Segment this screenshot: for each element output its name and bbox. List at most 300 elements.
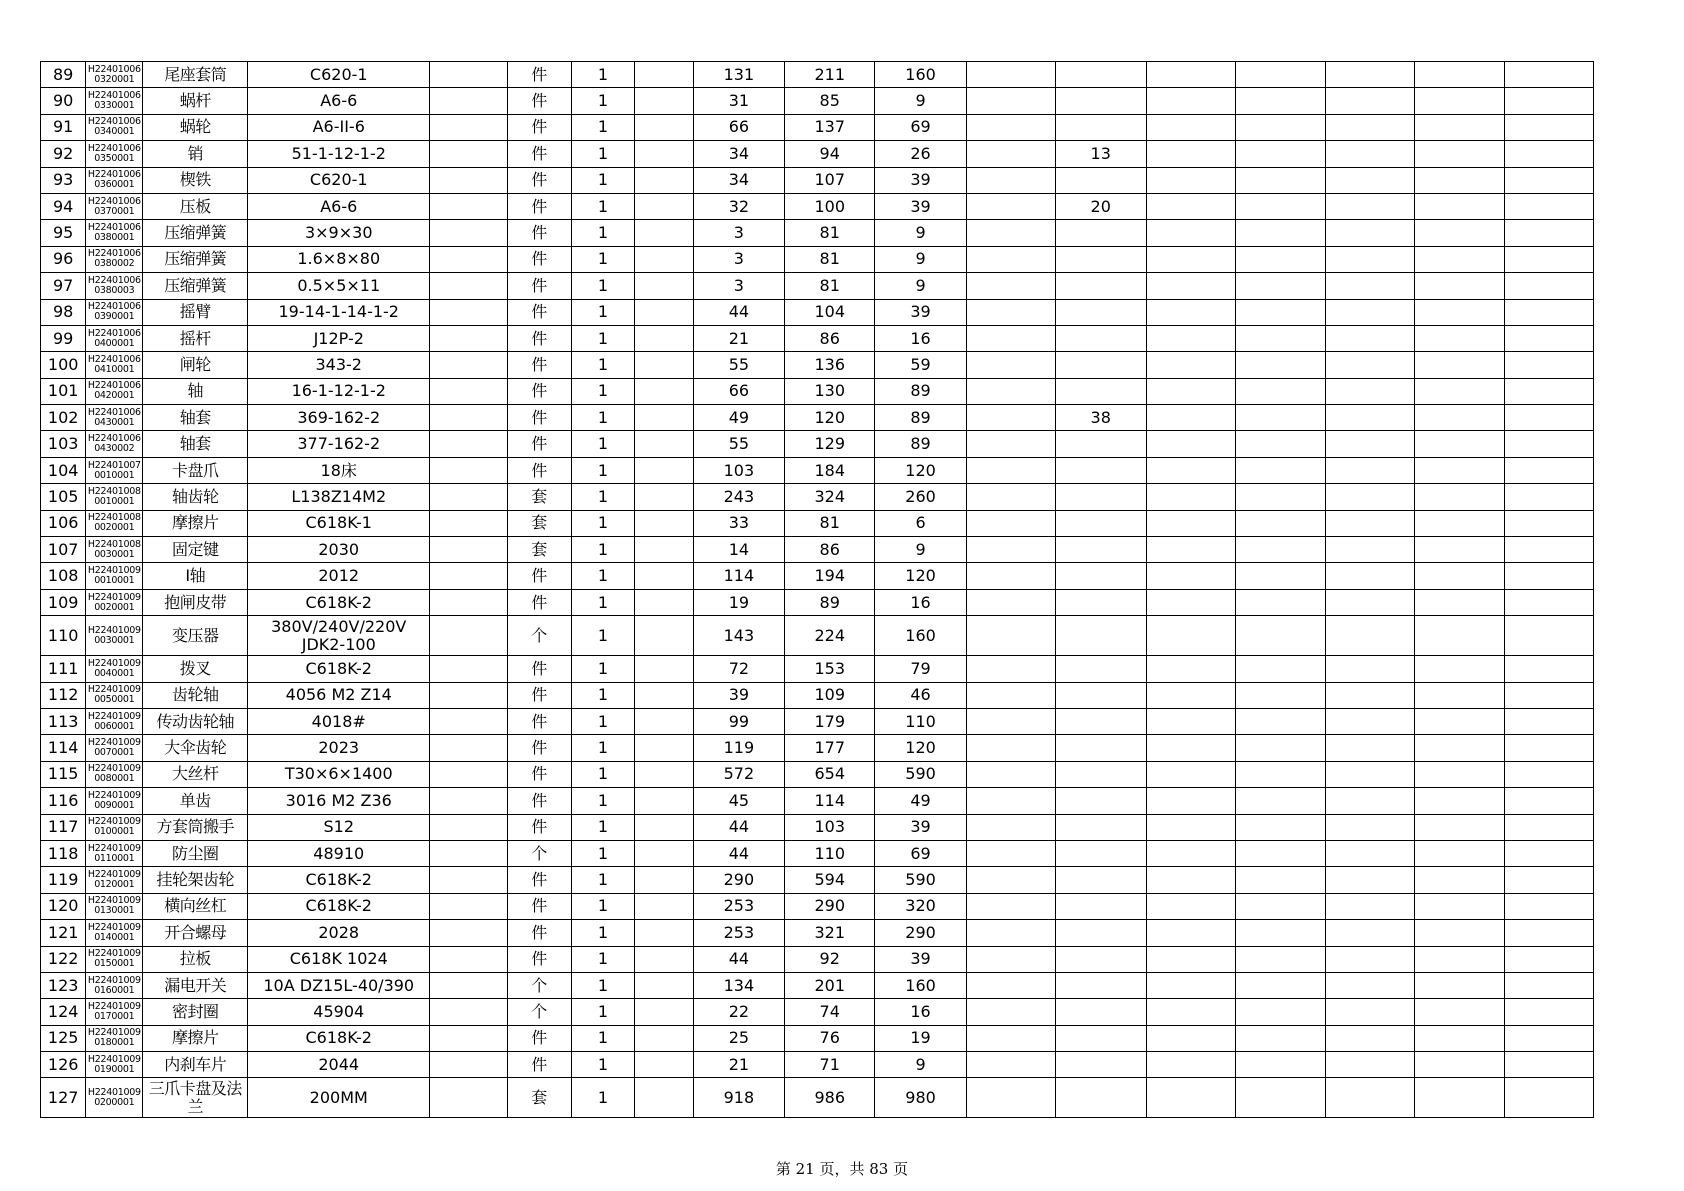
value-2: 184	[785, 457, 875, 483]
col-17	[1414, 537, 1504, 563]
value-3: 9	[875, 1052, 966, 1078]
col-5	[430, 114, 508, 140]
value-3: 160	[875, 616, 966, 656]
table-row	[41, 563, 1684, 589]
item-name: 压缩弹簧	[143, 246, 248, 272]
row-number: 110	[41, 616, 86, 656]
value-3: 160	[875, 972, 966, 998]
item-name: 销	[143, 141, 248, 167]
col-5	[430, 616, 508, 656]
unit: 个	[507, 972, 571, 998]
quantity: 1	[571, 563, 635, 589]
col-12	[966, 220, 1055, 246]
col-12	[966, 946, 1055, 972]
item-code-prefix: H22401008	[87, 485, 141, 497]
spec: 369-162-2	[248, 405, 430, 431]
item-code-suffix: 0380003	[94, 284, 135, 296]
col-17	[1414, 114, 1504, 140]
col-15	[1235, 62, 1325, 88]
col-12	[966, 656, 1055, 682]
value-3: 320	[875, 893, 966, 919]
value-3: 89	[875, 431, 966, 457]
item-code-prefix: H22401009	[87, 1053, 141, 1065]
row-number: 94	[41, 193, 86, 219]
col-18	[1504, 920, 1593, 946]
col-18	[1504, 405, 1593, 431]
col-17	[1414, 88, 1504, 114]
item-code-suffix: 0380002	[94, 258, 135, 270]
item-name: 拨叉	[143, 656, 248, 682]
table-row	[41, 141, 1684, 167]
col-17	[1414, 299, 1504, 325]
col-16	[1325, 62, 1414, 88]
quantity: 1	[571, 920, 635, 946]
col-15	[1235, 273, 1325, 299]
col-8	[635, 273, 693, 299]
item-code-prefix: H22401009	[87, 763, 141, 775]
spec: T30×6×1400	[248, 761, 430, 787]
col-16	[1325, 457, 1414, 483]
col-12	[966, 431, 1055, 457]
col-17	[1414, 893, 1504, 919]
col-5	[430, 1052, 508, 1078]
quantity: 1	[571, 62, 635, 88]
table-row	[41, 616, 1684, 656]
col-8	[635, 167, 693, 193]
item-code	[86, 246, 143, 272]
col-17	[1414, 220, 1504, 246]
col-13	[1055, 708, 1146, 734]
col-13	[1055, 735, 1146, 761]
row-number: 107	[41, 537, 86, 563]
item-code-suffix: 0340001	[94, 126, 135, 138]
item-name: 闸轮	[143, 352, 248, 378]
spec: 18床	[248, 457, 430, 483]
col-17	[1414, 563, 1504, 589]
item-code	[86, 167, 143, 193]
col-15	[1235, 735, 1325, 761]
item-name: 开合螺母	[143, 920, 248, 946]
value-2: 211	[785, 62, 875, 88]
col-18	[1504, 788, 1593, 814]
spec: C618K-2	[248, 893, 430, 919]
col-18	[1504, 656, 1593, 682]
quantity: 1	[571, 457, 635, 483]
col-13	[1055, 999, 1146, 1025]
value-2: 177	[785, 735, 875, 761]
col-15	[1235, 141, 1325, 167]
col-8	[635, 656, 693, 682]
value-2: 224	[785, 616, 875, 656]
col-15	[1235, 114, 1325, 140]
table-row	[41, 999, 1684, 1025]
item-code-prefix: H22401009	[87, 624, 141, 636]
col-18	[1504, 814, 1593, 840]
col-5	[430, 840, 508, 866]
value-1: 21	[693, 1052, 784, 1078]
value-2: 76	[785, 1025, 875, 1051]
item-name: 齿轮轴	[143, 682, 248, 708]
spec: 200MM	[248, 1078, 430, 1118]
col-17	[1414, 246, 1504, 272]
unit: 件	[507, 141, 571, 167]
value-1: 49	[693, 405, 784, 431]
table-row	[41, 62, 1684, 88]
col-12	[966, 616, 1055, 656]
item-code-prefix: H22401009	[87, 657, 141, 669]
item-name: 防尘圈	[143, 840, 248, 866]
col-17	[1414, 325, 1504, 351]
value-3: 39	[875, 946, 966, 972]
col-17	[1414, 840, 1504, 866]
item-name: 挂轮架齿轮	[143, 867, 248, 893]
unit: 件	[507, 193, 571, 219]
value-2: 194	[785, 563, 875, 589]
col-5	[430, 946, 508, 972]
quantity: 1	[571, 788, 635, 814]
item-name: 摇杆	[143, 325, 248, 351]
item-code-prefix: H22401009	[87, 895, 141, 907]
unit: 件	[507, 589, 571, 615]
col-12	[966, 840, 1055, 866]
col-18	[1504, 735, 1593, 761]
col-5	[430, 814, 508, 840]
col-13	[1055, 761, 1146, 787]
col-13	[1055, 537, 1146, 563]
item-code	[86, 999, 143, 1025]
col-16	[1325, 537, 1414, 563]
col-15	[1235, 920, 1325, 946]
value-2: 324	[785, 484, 875, 510]
col-15	[1235, 972, 1325, 998]
col-12	[966, 1078, 1055, 1118]
item-name: 大伞齿轮	[143, 735, 248, 761]
col-16	[1325, 246, 1414, 272]
col-17	[1414, 62, 1504, 88]
value-2: 110	[785, 840, 875, 866]
col-8	[635, 378, 693, 404]
row-number: 95	[41, 220, 86, 246]
item-name: 轴	[143, 378, 248, 404]
item-code	[86, 814, 143, 840]
col-16	[1325, 114, 1414, 140]
item-code	[86, 893, 143, 919]
value-2: 153	[785, 656, 875, 682]
item-code	[86, 62, 143, 88]
item-code-prefix: H22401009	[87, 710, 141, 722]
col-17	[1414, 972, 1504, 998]
col-13	[1055, 788, 1146, 814]
col-17	[1414, 431, 1504, 457]
value-2: 85	[785, 88, 875, 114]
item-name: 密封圈	[143, 999, 248, 1025]
row-number: 115	[41, 761, 86, 787]
col-15	[1235, 457, 1325, 483]
item-name: 单齿	[143, 788, 248, 814]
col-16	[1325, 325, 1414, 351]
table-row	[41, 682, 1684, 708]
col-14	[1146, 431, 1235, 457]
col-18	[1504, 510, 1593, 536]
item-name: 抱闸皮带	[143, 589, 248, 615]
col-16	[1325, 405, 1414, 431]
item-code-suffix: 0360001	[94, 179, 135, 191]
quantity: 1	[571, 840, 635, 866]
quantity: 1	[571, 299, 635, 325]
col-18	[1504, 325, 1593, 351]
col-12	[966, 867, 1055, 893]
item-name: 蜗轮	[143, 114, 248, 140]
col-18	[1504, 563, 1593, 589]
col-12	[966, 563, 1055, 589]
quantity: 1	[571, 1025, 635, 1051]
table-row	[41, 867, 1684, 893]
col-17	[1414, 656, 1504, 682]
value-2: 103	[785, 814, 875, 840]
col-12	[966, 999, 1055, 1025]
spec: A6-6	[248, 193, 430, 219]
col-16	[1325, 616, 1414, 656]
col-13	[1055, 589, 1146, 615]
item-code-prefix: H22401009	[87, 1027, 141, 1039]
item-code-prefix: H22401009	[87, 948, 141, 960]
col-18	[1504, 431, 1593, 457]
col-5	[430, 563, 508, 589]
unit: 件	[507, 299, 571, 325]
item-code-prefix: H22401009	[87, 737, 141, 749]
item-code	[86, 273, 143, 299]
spec: A6-6	[248, 88, 430, 114]
col-15	[1235, 88, 1325, 114]
quantity: 1	[571, 1052, 635, 1078]
quantity: 1	[571, 893, 635, 919]
col-17	[1414, 457, 1504, 483]
col-5	[430, 999, 508, 1025]
col-17	[1414, 920, 1504, 946]
row-number: 91	[41, 114, 86, 140]
col-16	[1325, 88, 1414, 114]
item-code-prefix: H22401006	[87, 353, 141, 365]
col-13	[1055, 510, 1146, 536]
quantity: 1	[571, 220, 635, 246]
col-18	[1504, 840, 1593, 866]
col-14	[1146, 761, 1235, 787]
col-14	[1146, 788, 1235, 814]
col-17	[1414, 761, 1504, 787]
col-12	[966, 352, 1055, 378]
col-15	[1235, 405, 1325, 431]
item-code-prefix: H22401009	[87, 591, 141, 603]
col-13	[1055, 457, 1146, 483]
item-code	[86, 708, 143, 734]
table-row	[41, 193, 1684, 219]
quantity: 1	[571, 537, 635, 563]
item-name: 固定键	[143, 537, 248, 563]
value-3: 46	[875, 682, 966, 708]
quantity: 1	[571, 616, 635, 656]
quantity: 1	[571, 814, 635, 840]
col-5	[430, 589, 508, 615]
col-17	[1414, 352, 1504, 378]
spec: C618K 1024	[248, 946, 430, 972]
col-15	[1235, 325, 1325, 351]
col-12	[966, 589, 1055, 615]
col-16	[1325, 141, 1414, 167]
col-18	[1504, 946, 1593, 972]
col-5	[430, 352, 508, 378]
value-2: 654	[785, 761, 875, 787]
item-name: 轴套	[143, 431, 248, 457]
row-number: 112	[41, 682, 86, 708]
row-number: 123	[41, 972, 86, 998]
unit: 件	[507, 114, 571, 140]
col-14	[1146, 62, 1235, 88]
col-16	[1325, 656, 1414, 682]
col-5	[430, 735, 508, 761]
item-name: 压缩弹簧	[143, 273, 248, 299]
col-16	[1325, 920, 1414, 946]
quantity: 1	[571, 999, 635, 1025]
item-code	[86, 141, 143, 167]
value-1: 21	[693, 325, 784, 351]
value-3: 9	[875, 537, 966, 563]
quantity: 1	[571, 682, 635, 708]
col-8	[635, 616, 693, 656]
item-code-prefix: H22401006	[87, 222, 141, 234]
table-row	[41, 893, 1684, 919]
item-code-prefix: H22401009	[87, 816, 141, 828]
col-18	[1504, 352, 1593, 378]
value-1: 66	[693, 378, 784, 404]
item-name: 压缩弹簧	[143, 220, 248, 246]
col-15	[1235, 999, 1325, 1025]
col-16	[1325, 735, 1414, 761]
value-2: 114	[785, 788, 875, 814]
table-row	[41, 920, 1684, 946]
col-8	[635, 431, 693, 457]
item-code-prefix: H22401006	[87, 169, 141, 181]
table-row	[41, 814, 1684, 840]
quantity: 1	[571, 972, 635, 998]
col-14	[1146, 814, 1235, 840]
value-1: 103	[693, 457, 784, 483]
col-16	[1325, 972, 1414, 998]
row-number: 103	[41, 431, 86, 457]
col-14	[1146, 220, 1235, 246]
item-code	[86, 761, 143, 787]
quantity: 1	[571, 510, 635, 536]
col-13	[1055, 1025, 1146, 1051]
col-8	[635, 814, 693, 840]
table-row	[41, 1025, 1684, 1051]
value-3: 590	[875, 761, 966, 787]
unit: 件	[507, 88, 571, 114]
value-3: 290	[875, 920, 966, 946]
col-8	[635, 589, 693, 615]
value-2: 81	[785, 510, 875, 536]
col-12	[966, 920, 1055, 946]
item-code	[86, 1025, 143, 1051]
col-5	[430, 193, 508, 219]
col-17	[1414, 1025, 1504, 1051]
table-row	[41, 656, 1684, 682]
col-8	[635, 920, 693, 946]
col-15	[1235, 246, 1325, 272]
row-number: 96	[41, 246, 86, 272]
col-13	[1055, 682, 1146, 708]
col-12	[966, 62, 1055, 88]
col-5	[430, 510, 508, 536]
row-number: 97	[41, 273, 86, 299]
item-name: 方套筒搬手	[143, 814, 248, 840]
unit: 套	[507, 537, 571, 563]
col-17	[1414, 510, 1504, 536]
col-8	[635, 405, 693, 431]
col-16	[1325, 589, 1414, 615]
col-15	[1235, 788, 1325, 814]
unit: 件	[507, 1052, 571, 1078]
col-14	[1146, 510, 1235, 536]
table-row	[41, 1052, 1684, 1078]
col-13	[1055, 299, 1146, 325]
row-number: 106	[41, 510, 86, 536]
item-code	[86, 220, 143, 246]
item-code-suffix: 0370001	[94, 205, 135, 217]
spec: 2012	[248, 563, 430, 589]
item-code-prefix: H22401006	[87, 406, 141, 418]
quantity: 1	[571, 378, 635, 404]
value-3: 59	[875, 352, 966, 378]
col-14	[1146, 946, 1235, 972]
col-13	[1055, 1078, 1146, 1118]
col-12	[966, 325, 1055, 351]
value-1: 66	[693, 114, 784, 140]
col-17	[1414, 405, 1504, 431]
row-number: 93	[41, 167, 86, 193]
item-code	[86, 193, 143, 219]
spec: 380V/240V/220V JDK2-100	[248, 616, 430, 656]
col-5	[430, 682, 508, 708]
value-3: 89	[875, 378, 966, 404]
value-2: 120	[785, 405, 875, 431]
col-12	[966, 114, 1055, 140]
row-number: 119	[41, 867, 86, 893]
col-8	[635, 325, 693, 351]
col-12	[966, 510, 1055, 536]
col-16	[1325, 1052, 1414, 1078]
col-15	[1235, 1025, 1325, 1051]
quantity: 1	[571, 352, 635, 378]
unit: 件	[507, 62, 571, 88]
col-17	[1414, 378, 1504, 404]
quantity: 1	[571, 589, 635, 615]
col-14	[1146, 193, 1235, 219]
value-2: 129	[785, 431, 875, 457]
row-number: 124	[41, 999, 86, 1025]
col-8	[635, 141, 693, 167]
item-code	[86, 325, 143, 351]
col-18	[1504, 193, 1593, 219]
col-16	[1325, 814, 1414, 840]
col-12	[966, 972, 1055, 998]
spec: 2028	[248, 920, 430, 946]
item-code	[86, 352, 143, 378]
unit: 套	[507, 510, 571, 536]
col-17	[1414, 788, 1504, 814]
value-1: 31	[693, 88, 784, 114]
col-12	[966, 708, 1055, 734]
value-2: 109	[785, 682, 875, 708]
